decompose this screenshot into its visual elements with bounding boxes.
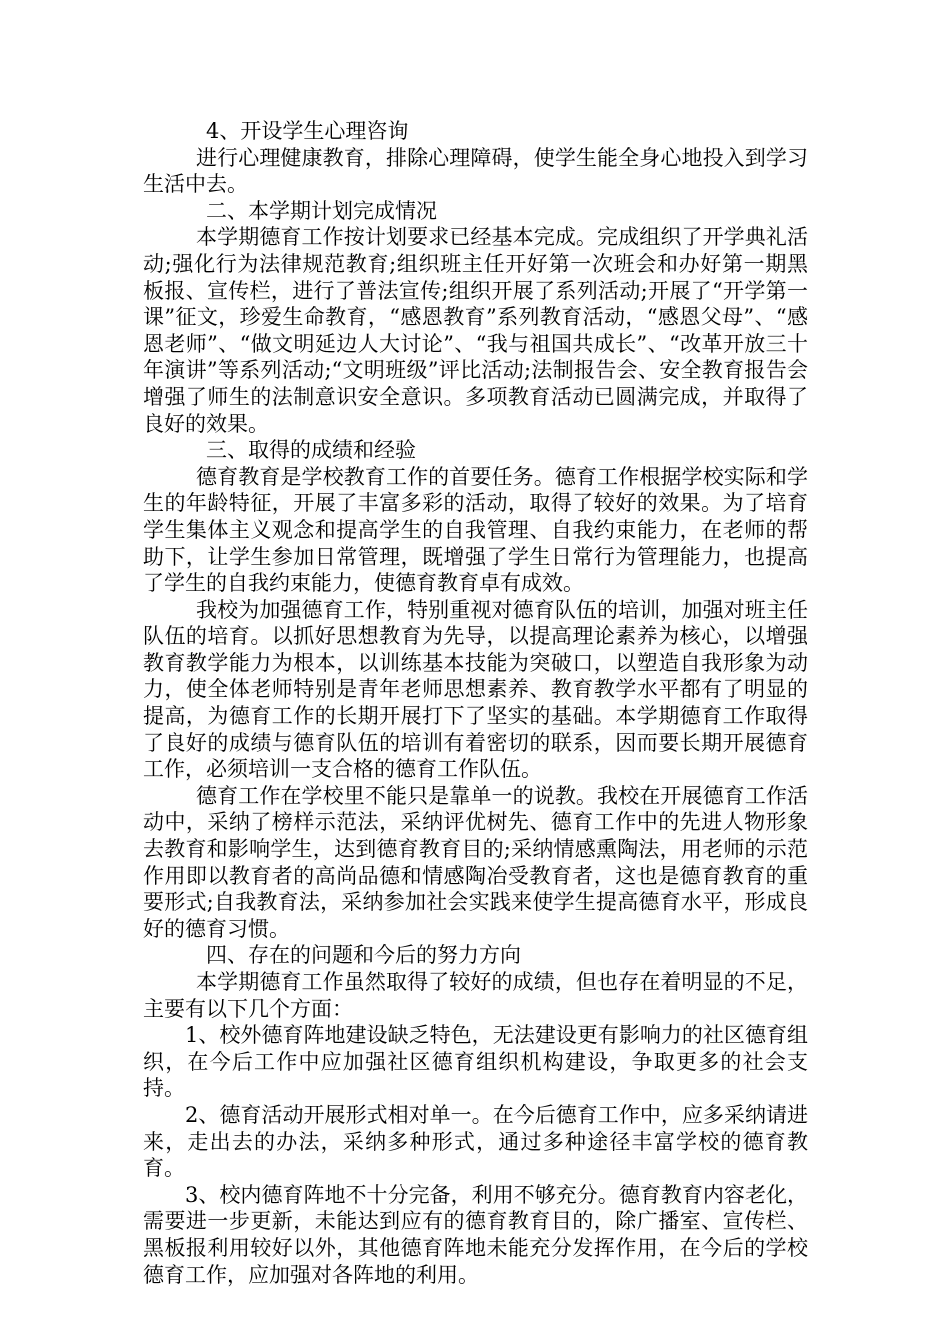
document-body [143,118,808,1288]
list-item: 1、校外德育阵地建设缺乏特色，无法建设更有影响力的社区德育组织，在今后工作中应加强社区德育组织机构建设，争取更多的社会支持。 [143,1023,808,1101]
section-heading: 三、取得的成绩和经验 [206,438,416,463]
body-paragraph: 本学期德育工作虽然取得了较好的成绩，但也存在着明显的不足，主要有以下几个方面： [143,970,808,1021]
section-heading: 四、存在的问题和今后的努力方向 [206,943,521,968]
list-item: 3、校内德育阵地不十分完备，利用不够充分。德育教育内容老化，需要进一步更新，未能达到应有的德育教育目的，除广播室、宣传栏、黑板报利用较好以外，其他德育阵地未能充分发挥作用，在今后的学校德育工作，应加强对各阵地的利用。 [143,1182,808,1287]
section-heading: 二、本学期计划完成情况 [206,198,437,223]
body-paragraph: 进行心理健康教育，排除心理障碍，使学生能全身心地投入到学习生活中去。 [143,145,808,197]
body-paragraph: 本学期德育工作按计划要求已经基本完成。完成组织了开学典礼活动;强化行为法律规范教育;组织班主任开好第一次班会和办好第一期黑板报、宣传栏，进行了普法宣传;组织开展了系列活动;开展了“开学第一课”征文，珍爱生命教育，“感恩教育”系列教育活动，“感恩父母”、“感恩老师”、“做文明延边人大讨论”、“我与祖国共成长”、“改革开放三十年演讲”等系列活动;“文明班级”评比活动;法制报告会、安全教育报告会增强了师生的法制意识安全意识。多项教育活动已圆满完成，并取得了良好的效果。 [143,225,808,436]
list-item: 2、德育活动开展形式相对单一。在今后德育工作中，应多采纳请进来，走出去的办法，采纳多种形式，通过多种途径丰富学校的德育教育。 [143,1102,808,1181]
body-paragraph: 德育教育是学校教育工作的首要任务。德育工作根据学校实际和学生的年龄特征，开展了丰富多彩的活动，取得了较好的效果。为了培育学生集体主义观念和提高学生的自我管理、自我约束能力，在老师的帮助下，让学生参加日常管理，既增强了学生日常行为管理能力，也提高了学生的自我约束能力，使德育教育卓有成效。 [143,464,808,596]
section-heading: 4、开设学生心理咨询 [206,119,409,143]
body-paragraph: 我校为加强德育工作，特别重视对德育队伍的培训，加强对班主任队伍的培育。以抓好思想教育为先导，以提高理论素养为核心，以增强教育教学能力为根本，以训练基本技能为突破口，以塑造自我形象为动力，使全体老师特别是青年老师思想素养、教育教学水平都有了明显的提高，为德育工作的长期开展打下了坚实的基础。本学期德育工作取得了良好的成绩与德育队伍的培训有着密切的联系，因而要长期开展德育工作，必须培训一支合格的德育工作队伍。 [143,597,808,782]
body-paragraph: 德育工作在学校里不能只是靠单一的说教。我校在开展德育工作活动中，采纳了榜样示范法，采纳评优树先、德育工作中的先进人物形象去教育和影响学生，达到德育教育目的;采纳情感熏陶法，用老师的示范作用即以教育者的高尚品德和情感陶冶受教育者，这也是德育教育的重要形式;自我教育法，采纳参加社会实践来使学生提高德育水平，形成良好的德育习惯。 [143,783,808,941]
